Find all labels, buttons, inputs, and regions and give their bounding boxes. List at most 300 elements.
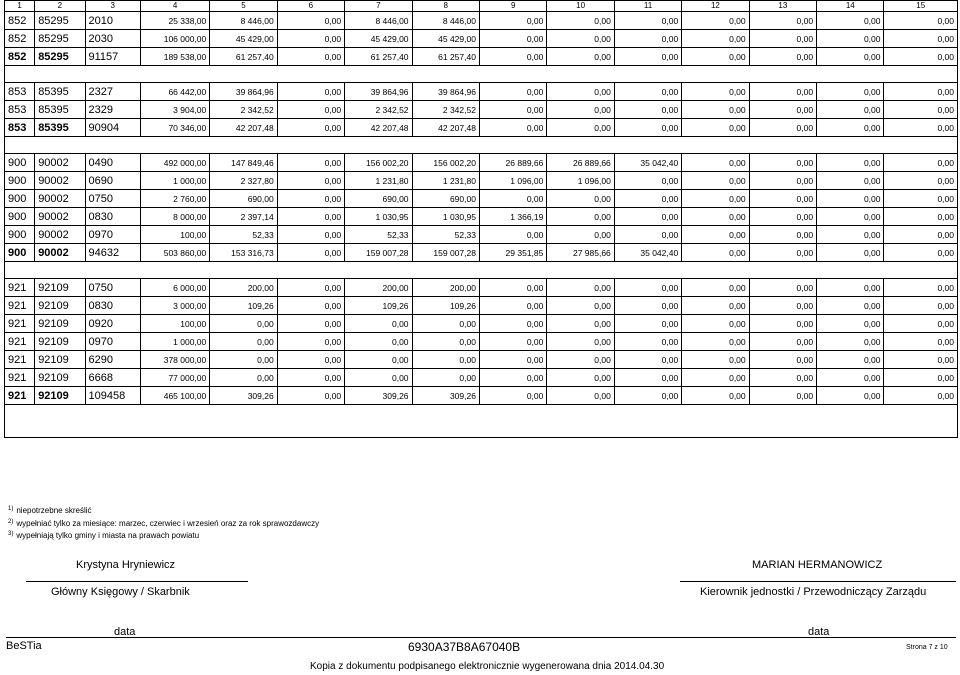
table-cell: 25 338,00 [140, 12, 209, 30]
table-cell: 0,00 [614, 333, 681, 351]
column-number: 8 [412, 1, 479, 12]
subtotal-row [5, 119, 958, 137]
table-cell: 200,00 [210, 279, 277, 297]
table-cell: 61 257,40 [210, 48, 277, 66]
table-cell: 91157 [85, 48, 140, 66]
table-cell: 0,00 [277, 12, 344, 30]
table-cell: 90002 [35, 190, 85, 208]
table-cell: 0,00 [614, 208, 681, 226]
table-cell: 2327 [85, 83, 140, 101]
table-cell: 0,00 [817, 48, 884, 66]
table-cell: 0,00 [345, 351, 412, 369]
table-cell: 900 [5, 226, 35, 244]
table-cell: 1 000,00 [140, 333, 209, 351]
column-number: 3 [85, 1, 140, 12]
separator-cell [5, 405, 958, 438]
table-cell: 61 257,40 [412, 48, 479, 66]
table-cell: 92109 [35, 315, 85, 333]
table-cell: 90002 [35, 154, 85, 172]
table-cell: 0,00 [479, 83, 546, 101]
subtotal-row [5, 387, 958, 405]
table-cell: 2 342,52 [210, 101, 277, 119]
table-cell: 0,00 [749, 297, 816, 315]
table-cell: 852 [5, 30, 35, 48]
column-number: 7 [345, 1, 412, 12]
table-cell: 900 [5, 208, 35, 226]
separator-row [5, 262, 958, 279]
table-cell: 900 [5, 244, 35, 262]
table-cell: 100,00 [140, 315, 209, 333]
table-cell: 0,00 [547, 333, 614, 351]
table-cell: 42 207,48 [345, 119, 412, 137]
table-cell: 0,00 [345, 369, 412, 387]
table-cell: 156 002,20 [412, 154, 479, 172]
table-cell: 0,00 [277, 297, 344, 315]
table-row [5, 279, 958, 297]
table-cell: 39 864,96 [412, 83, 479, 101]
table-cell: 0,00 [412, 315, 479, 333]
table-cell: 0,00 [277, 101, 344, 119]
table-cell: 90904 [85, 119, 140, 137]
table-cell: 1 231,80 [412, 172, 479, 190]
footer-divider [6, 637, 956, 638]
table-cell: 0,00 [412, 369, 479, 387]
table-cell: 0,00 [817, 351, 884, 369]
table-cell: 0,00 [749, 30, 816, 48]
table-cell: 52,33 [412, 226, 479, 244]
table-cell: 503 860,00 [140, 244, 209, 262]
table-cell: 0,00 [682, 190, 749, 208]
footnote: $^{2)}$ wypełniać tylko za miesiące: marzec, czerwiec i wrzesień oraz za rok sprawozdawczy [8, 518, 320, 528]
table-cell: 0,00 [749, 12, 816, 30]
table-cell: 0,00 [749, 369, 816, 387]
table-row [5, 12, 958, 30]
table-cell: 0,00 [547, 12, 614, 30]
table-cell: 0,00 [817, 226, 884, 244]
table-cell: 45 429,00 [345, 30, 412, 48]
table-cell: 0,00 [884, 12, 958, 30]
table-cell: 0,00 [749, 172, 816, 190]
table-cell: 2030 [85, 30, 140, 48]
table-cell: 0,00 [682, 172, 749, 190]
table-cell: 8 446,00 [345, 12, 412, 30]
table-cell: 0,00 [817, 279, 884, 297]
column-number: 13 [749, 1, 816, 12]
table-cell: 45 429,00 [210, 30, 277, 48]
table-row [5, 172, 958, 190]
table-cell: 0,00 [749, 190, 816, 208]
table-cell: 0,00 [817, 30, 884, 48]
table-cell: 2 342,52 [412, 101, 479, 119]
table-cell: 1 096,00 [479, 172, 546, 190]
table-cell: 35 042,40 [614, 154, 681, 172]
table-cell: 0,00 [479, 12, 546, 30]
table-cell: 0750 [85, 279, 140, 297]
table-cell: 85295 [35, 30, 85, 48]
column-number: 15 [884, 1, 958, 12]
table-cell: 92109 [35, 297, 85, 315]
table-cell: 26 889,66 [479, 154, 546, 172]
table-cell: 109,26 [210, 297, 277, 315]
table-cell: 0,00 [884, 208, 958, 226]
table-cell: 8 446,00 [412, 12, 479, 30]
table-cell: 92109 [35, 279, 85, 297]
table-cell: 0,00 [682, 208, 749, 226]
table-cell: 0,00 [749, 119, 816, 137]
table-row [5, 297, 958, 315]
separator-row [5, 66, 958, 83]
table-cell: 0,00 [682, 12, 749, 30]
table-cell: 92109 [35, 333, 85, 351]
table-cell: 0,00 [277, 30, 344, 48]
table-cell: 0,00 [479, 226, 546, 244]
table-cell: 0,00 [547, 351, 614, 369]
table-cell: 309,26 [210, 387, 277, 405]
table-cell: 0,00 [817, 101, 884, 119]
table-cell: 0,00 [682, 333, 749, 351]
table-cell: 0,00 [884, 333, 958, 351]
table-cell: 0,00 [210, 369, 277, 387]
table-cell: 85295 [35, 12, 85, 30]
table-cell: 0,00 [614, 119, 681, 137]
table-cell: 0,00 [614, 48, 681, 66]
table-cell: 0,00 [749, 208, 816, 226]
table-cell: 0,00 [277, 333, 344, 351]
table-cell: 26 889,66 [547, 154, 614, 172]
table-cell: 0,00 [817, 297, 884, 315]
table-cell: 85395 [35, 119, 85, 137]
table-cell: 0830 [85, 208, 140, 226]
table-cell: 0,00 [210, 333, 277, 351]
page-number: Strona 7 z 10 [906, 644, 948, 651]
table-cell: 159 007,28 [412, 244, 479, 262]
date-label-right: data [808, 626, 830, 638]
table-cell: 1 030,95 [345, 208, 412, 226]
table-cell: 2 397,14 [210, 208, 277, 226]
table-cell: 0,00 [884, 244, 958, 262]
table-cell: 0,00 [884, 315, 958, 333]
table-cell: 0,00 [547, 369, 614, 387]
table-cell: 921 [5, 351, 35, 369]
table-cell: 0,00 [817, 315, 884, 333]
table-cell: 0,00 [479, 279, 546, 297]
table-cell: 0,00 [547, 190, 614, 208]
table-cell: 0,00 [479, 30, 546, 48]
table-row [5, 190, 958, 208]
table-cell: 0,00 [817, 83, 884, 101]
table-cell: 0,00 [277, 369, 344, 387]
column-number: 6 [277, 1, 344, 12]
table-cell: 106 000,00 [140, 30, 209, 48]
table-cell: 0,00 [412, 333, 479, 351]
software-name: BeSTia [6, 640, 42, 652]
table-cell: 0,00 [614, 83, 681, 101]
table-cell: 3 904,00 [140, 101, 209, 119]
table-cell: 0750 [85, 190, 140, 208]
table-cell: 2 327,80 [210, 172, 277, 190]
table-cell: 0,00 [277, 387, 344, 405]
table-cell: 0,00 [817, 12, 884, 30]
table-cell: 0,00 [614, 297, 681, 315]
table-cell: 309,26 [345, 387, 412, 405]
table-cell: 6668 [85, 369, 140, 387]
table-cell: 0,00 [749, 226, 816, 244]
table-cell: 0,00 [277, 226, 344, 244]
table-cell: 0,00 [749, 154, 816, 172]
table-cell: 0,00 [884, 387, 958, 405]
column-number: 14 [817, 1, 884, 12]
table-cell: 0,00 [682, 48, 749, 66]
table-cell: 0,00 [749, 333, 816, 351]
table-cell: 90002 [35, 172, 85, 190]
table-cell: 42 207,48 [210, 119, 277, 137]
column-number: 1 [5, 1, 35, 12]
table-row [5, 30, 958, 48]
date-label-left: data [114, 626, 136, 638]
table-cell: 0,00 [749, 101, 816, 119]
table-cell: 853 [5, 83, 35, 101]
table-cell: 92109 [35, 369, 85, 387]
table-cell: 0,00 [614, 30, 681, 48]
table-cell: 90002 [35, 244, 85, 262]
table-cell: 39 864,96 [345, 83, 412, 101]
table-cell: 0,00 [817, 244, 884, 262]
table-cell: 35 042,40 [614, 244, 681, 262]
table-cell: 159 007,28 [345, 244, 412, 262]
manager-signature-line [680, 581, 956, 582]
table-cell: 0,00 [817, 387, 884, 405]
column-number: 12 [682, 1, 749, 12]
table-row [5, 83, 958, 101]
table-cell: 0,00 [547, 48, 614, 66]
table-cell: 0,00 [682, 244, 749, 262]
table-cell: 1 000,00 [140, 172, 209, 190]
table-cell: 8 446,00 [210, 12, 277, 30]
table-cell: 153 316,73 [210, 244, 277, 262]
table-cell: 0,00 [614, 369, 681, 387]
table-cell: 0,00 [547, 101, 614, 119]
table-cell: 0,00 [614, 315, 681, 333]
table-cell: 0,00 [884, 279, 958, 297]
table-cell: 1 030,95 [412, 208, 479, 226]
table-cell: 70 346,00 [140, 119, 209, 137]
table-cell: 0,00 [547, 315, 614, 333]
table-cell: 94632 [85, 244, 140, 262]
table-cell: 921 [5, 279, 35, 297]
table-cell: 0,00 [884, 83, 958, 101]
table-cell: 0,00 [884, 369, 958, 387]
table-cell: 147 849,46 [210, 154, 277, 172]
table-cell: 0,00 [547, 279, 614, 297]
table-cell: 66 442,00 [140, 83, 209, 101]
table-cell: 0,00 [749, 48, 816, 66]
table-cell: 45 429,00 [412, 30, 479, 48]
table-cell: 156 002,20 [345, 154, 412, 172]
table-cell: 852 [5, 12, 35, 30]
table-cell: 92109 [35, 351, 85, 369]
table-cell: 0490 [85, 154, 140, 172]
table-cell: 0,00 [277, 315, 344, 333]
copy-note: Kopia z dokumentu podpisanego elektronicznie wygenerowana dnia 2014.04.30 [310, 661, 665, 672]
table-cell: 0,00 [614, 351, 681, 369]
table-cell: 6290 [85, 351, 140, 369]
table-cell: 1 096,00 [547, 172, 614, 190]
table-cell: 189 538,00 [140, 48, 209, 66]
manager-role: Kierownik jednostki / Przewodniczący Zarządu [700, 586, 927, 598]
table-cell: 8 000,00 [140, 208, 209, 226]
table-cell: 0,00 [547, 83, 614, 101]
table-cell: 921 [5, 369, 35, 387]
table-cell: 200,00 [412, 279, 479, 297]
table-cell: 0,00 [479, 101, 546, 119]
column-number: 4 [140, 1, 209, 12]
table-cell: 0,00 [884, 297, 958, 315]
table-cell: 109458 [85, 387, 140, 405]
separator-row [5, 137, 958, 154]
table-cell: 921 [5, 315, 35, 333]
table-cell: 109,26 [412, 297, 479, 315]
table-cell: 1 231,80 [345, 172, 412, 190]
separator-cell [5, 66, 958, 83]
table-cell: 27 985,66 [547, 244, 614, 262]
table-cell: 2 760,00 [140, 190, 209, 208]
table-cell: 0,00 [479, 351, 546, 369]
table-cell: 0970 [85, 333, 140, 351]
table-cell: 0,00 [479, 387, 546, 405]
table-cell: 0,00 [614, 279, 681, 297]
table-cell: 0,00 [479, 48, 546, 66]
table-cell: 77 000,00 [140, 369, 209, 387]
table-cell: 0,00 [682, 83, 749, 101]
table-cell: 921 [5, 297, 35, 315]
subtotal-row [5, 244, 958, 262]
table-cell: 0690 [85, 172, 140, 190]
table-cell: 0,00 [277, 244, 344, 262]
table-cell: 309,26 [412, 387, 479, 405]
table-cell: 0,00 [547, 226, 614, 244]
table-cell: 90002 [35, 208, 85, 226]
table-cell: 0,00 [614, 190, 681, 208]
table-cell: 100,00 [140, 226, 209, 244]
table-cell: 0,00 [345, 315, 412, 333]
column-number: 5 [210, 1, 277, 12]
document-code: 6930A37B8A67040B [408, 640, 521, 654]
table-cell: 0,00 [614, 12, 681, 30]
table-cell: 0,00 [884, 119, 958, 137]
table-cell: 0,00 [547, 297, 614, 315]
table-row [5, 369, 958, 387]
table-cell: 853 [5, 119, 35, 137]
table-cell: 0,00 [277, 208, 344, 226]
table-cell: 0,00 [682, 351, 749, 369]
column-number: 10 [547, 1, 614, 12]
table-cell: 0,00 [749, 315, 816, 333]
budget-table [4, 0, 958, 438]
accountant-role: Główny Księgowy / Skarbnik [51, 586, 190, 598]
table-cell: 0,00 [817, 154, 884, 172]
table-cell: 0,00 [682, 297, 749, 315]
table-cell: 1 366,19 [479, 208, 546, 226]
table-cell: 0,00 [682, 30, 749, 48]
table-cell: 0,00 [210, 315, 277, 333]
table-cell: 42 207,48 [412, 119, 479, 137]
footnote: $^{1)}$ niepotrzebne skreślić [8, 506, 92, 515]
table-cell: 921 [5, 387, 35, 405]
accountant-signature-line [26, 581, 248, 582]
table-cell: 0,00 [277, 83, 344, 101]
table-row [5, 315, 958, 333]
table-cell: 0,00 [884, 30, 958, 48]
table-cell: 0,00 [210, 351, 277, 369]
table-cell: 0,00 [412, 351, 479, 369]
table-cell: 0,00 [277, 154, 344, 172]
table-cell: 0,00 [614, 387, 681, 405]
table-cell: 0,00 [682, 119, 749, 137]
table-cell: 0970 [85, 226, 140, 244]
table-cell: 465 100,00 [140, 387, 209, 405]
table-cell: 0,00 [884, 48, 958, 66]
table-cell: 690,00 [210, 190, 277, 208]
table-cell: 0,00 [277, 172, 344, 190]
table-cell: 0,00 [547, 30, 614, 48]
table-cell: 3 000,00 [140, 297, 209, 315]
table-cell: 492 000,00 [140, 154, 209, 172]
table-cell: 0,00 [277, 279, 344, 297]
table-cell: 0,00 [479, 297, 546, 315]
table-cell: 0,00 [884, 101, 958, 119]
table-cell: 2010 [85, 12, 140, 30]
table-cell: 92109 [35, 387, 85, 405]
table-cell: 61 257,40 [345, 48, 412, 66]
table-cell: 0,00 [479, 333, 546, 351]
table-cell: 0,00 [749, 244, 816, 262]
table-cell: 0,00 [614, 226, 681, 244]
table-cell: 0,00 [817, 119, 884, 137]
table-cell: 0,00 [277, 48, 344, 66]
table-cell: 900 [5, 190, 35, 208]
table-cell: 0,00 [817, 333, 884, 351]
table-cell: 0,00 [749, 279, 816, 297]
table-cell: 0,00 [479, 369, 546, 387]
table-cell: 0920 [85, 315, 140, 333]
subtotal-row [5, 48, 958, 66]
table-cell: 853 [5, 101, 35, 119]
table-row [5, 226, 958, 244]
table-cell: 0,00 [547, 119, 614, 137]
table-cell: 85395 [35, 101, 85, 119]
table-cell: 52,33 [210, 226, 277, 244]
table-cell: 52,33 [345, 226, 412, 244]
table-cell: 0,00 [345, 333, 412, 351]
table-cell: 0,00 [682, 154, 749, 172]
table-row [5, 101, 958, 119]
table-cell: 0,00 [749, 387, 816, 405]
footnote: $^{3)}$ wypełniają tylko gminy i miasta na prawach powiatu [8, 531, 200, 540]
table-cell: 900 [5, 172, 35, 190]
column-number-row [5, 1, 958, 12]
table-cell: 0,00 [817, 208, 884, 226]
table-cell: 0,00 [749, 351, 816, 369]
table-cell: 690,00 [412, 190, 479, 208]
table-cell: 0,00 [749, 83, 816, 101]
table-cell: 6 000,00 [140, 279, 209, 297]
table-cell: 39 864,96 [210, 83, 277, 101]
table-cell: 900 [5, 154, 35, 172]
table-row [5, 333, 958, 351]
separator-row [5, 405, 958, 438]
table-cell: 0,00 [884, 172, 958, 190]
table-cell: 0,00 [277, 351, 344, 369]
